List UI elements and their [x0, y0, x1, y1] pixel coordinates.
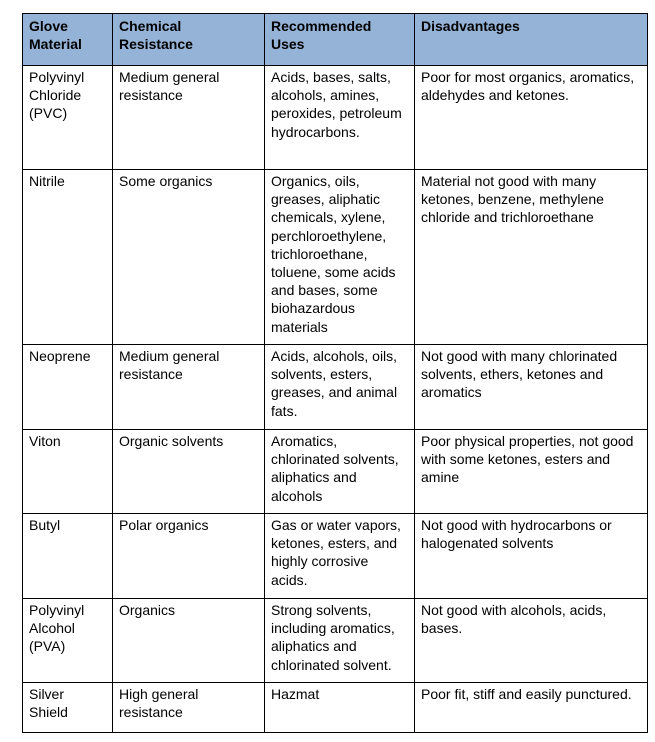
disadvantages-cell: Poor physical properties, not good with some ketones, esters and amine	[415, 430, 648, 514]
table-row	[23, 170, 648, 345]
chemical-resistance-cell: Medium general resistance	[113, 66, 265, 170]
table-row	[23, 345, 648, 430]
chemical-resistance-cell: Medium general resistance	[113, 345, 265, 430]
glove-material-cell: Butyl	[23, 514, 113, 599]
column-header-glove-material: Glove Material	[23, 14, 113, 66]
table-body	[23, 66, 648, 733]
glove-material-cell: Polyvinyl Alcohol (PVA)	[23, 599, 113, 683]
glove-material-cell: Viton	[23, 430, 113, 514]
chemical-resistance-cell: Some organics	[113, 170, 265, 345]
glove-material-cell: Polyvinyl Chloride (PVC)	[23, 66, 113, 170]
disadvantages-cell: Not good with alcohols, acids, bases.	[415, 599, 648, 683]
chemical-resistance-cell: Organics	[113, 599, 265, 683]
glove-material-cell: Nitrile	[23, 170, 113, 345]
column-header-disadvantages: Disadvantages	[415, 14, 648, 66]
chemical-resistance-cell: Organic solvents	[113, 430, 265, 514]
chemical-resistance-cell: Polar organics	[113, 514, 265, 599]
recommended-uses-cell: Acids, alcohols, oils, solvents, esters, greases, and animal fats.	[265, 345, 415, 430]
chemical-resistance-cell: High general resistance	[113, 683, 265, 733]
glove-material-cell: Silver Shield	[23, 683, 113, 733]
recommended-uses-cell: Strong solvents, including aromatics, aliphatics and chlorinated solvent.	[265, 599, 415, 683]
glove-material-cell: Neoprene	[23, 345, 113, 430]
disadvantages-cell: Poor fit, stiff and easily punctured.	[415, 683, 648, 733]
disadvantages-cell: Material not good with many ketones, benzene, methylene chloride and trichloroethane	[415, 170, 648, 345]
table-header	[23, 14, 648, 66]
column-header-recommended-uses: Recommended Uses	[265, 14, 415, 66]
recommended-uses-cell: Gas or water vapors, ketones, esters, and highly corrosive acids.	[265, 514, 415, 599]
header-row	[23, 14, 648, 66]
disadvantages-cell: Poor for most organics, aromatics, aldehydes and ketones.	[415, 66, 648, 170]
disadvantages-cell: Not good with many chlorinated solvents, ethers, ketones and aromatics	[415, 345, 648, 430]
table-row	[23, 514, 648, 599]
table-row	[23, 599, 648, 683]
disadvantages-cell: Not good with hydrocarbons or halogenated solvents	[415, 514, 648, 599]
glove-chemical-resistance-table-container	[22, 13, 647, 733]
recommended-uses-cell: Organics, oils, greases, aliphatic chemicals, xylene, perchloroethylene, trichloroethane, toluene, some acids and bases, some biohazardous materials	[265, 170, 415, 345]
recommended-uses-cell: Aromatics, chlorinated solvents, aliphatics and alcohols	[265, 430, 415, 514]
recommended-uses-cell: Hazmat	[265, 683, 415, 733]
table-row	[23, 66, 648, 170]
table-row	[23, 430, 648, 514]
table-row	[23, 683, 648, 733]
column-header-chemical-resistance: Chemical Resistance	[113, 14, 265, 66]
recommended-uses-cell: Acids, bases, salts, alcohols, amines, peroxides, petroleum hydrocarbons.	[265, 66, 415, 170]
glove-chemical-resistance-table	[22, 13, 648, 733]
